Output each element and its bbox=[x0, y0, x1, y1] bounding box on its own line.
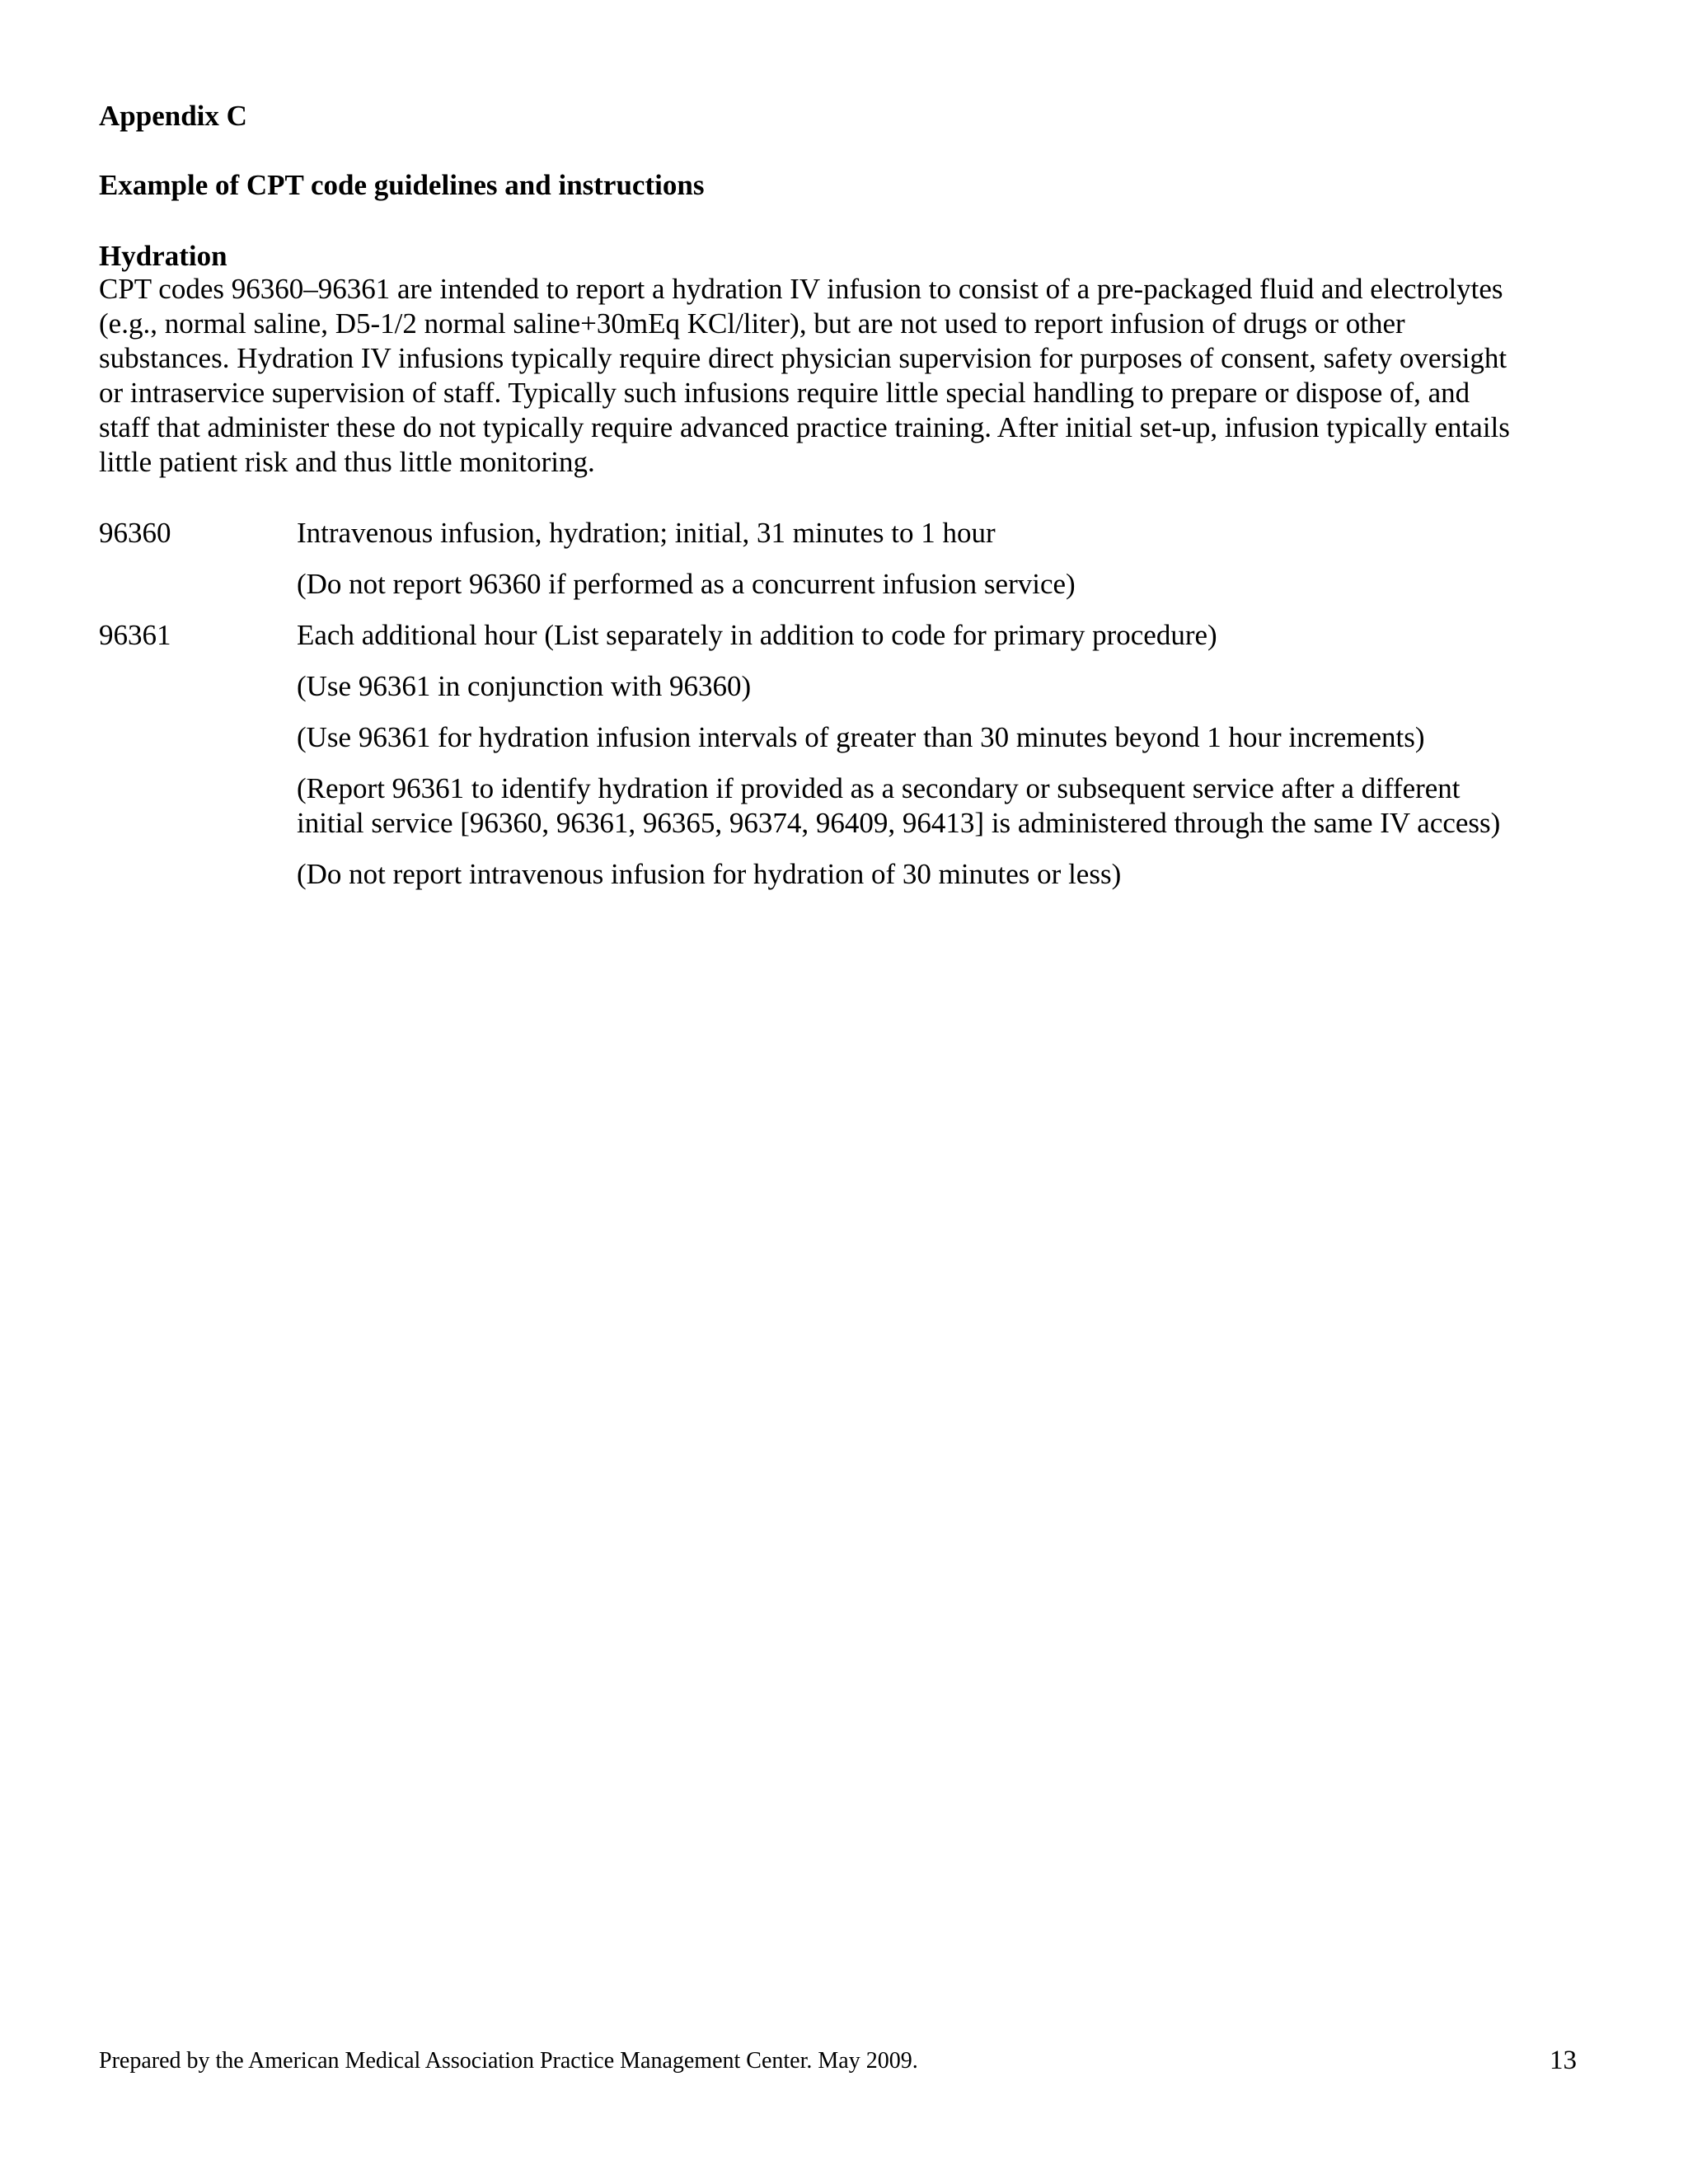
code-96360: 96360 bbox=[99, 517, 171, 549]
note-line: initial service [96360, 96361, 96365, 96374, 96409, 96413] is administered through the same IV access) bbox=[297, 807, 1501, 839]
footer-prepared-by: Prepared by the American Medical Association Practice Management Center. May 2009. bbox=[99, 2048, 918, 2074]
paragraph-line: little patient risk and thus little monitoring. bbox=[99, 446, 595, 478]
code-96361-note: (Use 96361 for hydration infusion intervals of greater than 30 minutes beyond 1 hour increments) bbox=[297, 721, 1425, 753]
code-96361: 96361 bbox=[99, 619, 171, 651]
code-96361-note: (Do not report intravenous infusion for hydration of 30 minutes or less) bbox=[297, 858, 1122, 890]
appendix-title: Appendix C bbox=[99, 100, 247, 132]
code-96360-note: (Do not report 96360 if performed as a concurrent infusion service) bbox=[297, 568, 1076, 600]
paragraph-line: (e.g., normal saline, D5-1/2 normal saline+30mEq KCl/liter), but are not used to report infusion of drugs or other bbox=[99, 307, 1405, 340]
code-96360-description: Intravenous infusion, hydration; initial, 31 minutes to 1 hour bbox=[297, 517, 996, 549]
page-number: 13 bbox=[1550, 2046, 1577, 2075]
paragraph-line: substances. Hydration IV infusions typically require direct physician supervision for purposes of consent, safety oversight bbox=[99, 342, 1507, 374]
paragraph-line: or intraservice supervision of staff. Typically such infusions require little special handling to prepare or dispose of, and bbox=[99, 377, 1470, 409]
paragraph-line: CPT codes 96360–96361 are intended to report a hydration IV infusion to consist of a pre-packaged fluid and electrolytes bbox=[99, 273, 1503, 305]
subsection-title: Hydration bbox=[99, 240, 227, 272]
hydration-paragraph bbox=[99, 272, 1582, 480]
code-96361-note-multiline bbox=[297, 771, 1500, 841]
note-line: (Report 96361 to identify hydration if provided as a secondary or subsequent service after a different bbox=[297, 772, 1461, 804]
code-96361-description: Each additional hour (List separately in addition to code for primary procedure) bbox=[297, 619, 1217, 651]
paragraph-line: staff that administer these do not typically require advanced practice training. After initial set-up, infusion typically entails bbox=[99, 411, 1510, 443]
section-title: Example of CPT code guidelines and instructions bbox=[99, 169, 705, 201]
code-96361-note: (Use 96361 in conjunction with 96360) bbox=[297, 670, 752, 702]
